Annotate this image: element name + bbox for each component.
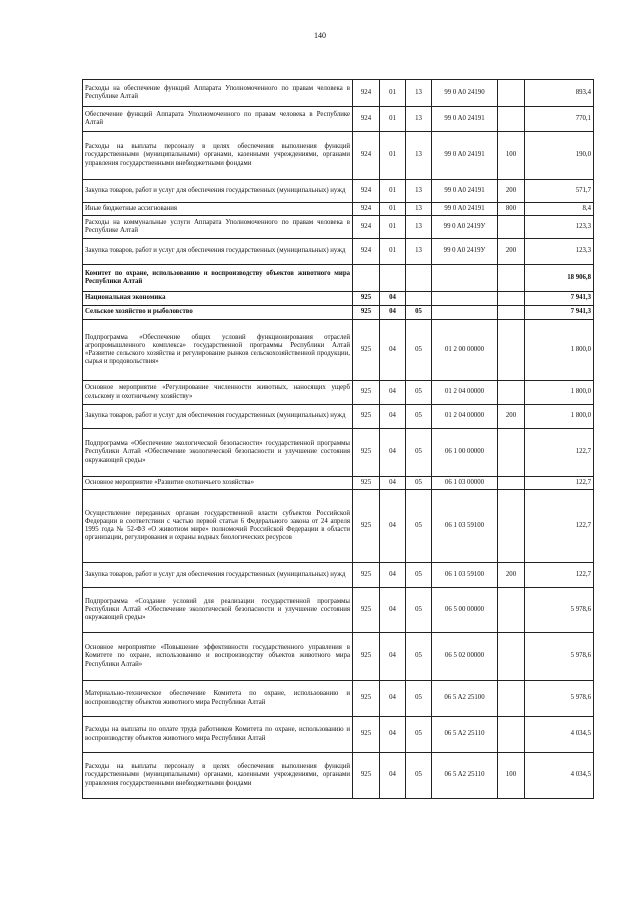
table-row xyxy=(83,107,594,132)
row-target-article: 99 0 A0 24191 xyxy=(432,203,498,216)
row-name: Расходы на коммунальные услуги Аппарата Уполномоченного по правам человека в Республике Алтай xyxy=(83,216,353,239)
row-ved-code: 925 xyxy=(353,717,380,753)
row-amount: 7 941,3 xyxy=(525,306,594,320)
row-subsection-code: 05 xyxy=(406,753,432,799)
row-subsection-code xyxy=(406,292,432,306)
row-section-code: 01 xyxy=(380,132,406,180)
row-ved-code: 925 xyxy=(353,681,380,717)
row-target-article: 01 2 04 00000 xyxy=(432,381,498,405)
row-subsection-code: 05 xyxy=(406,490,432,563)
row-ved-code xyxy=(353,265,380,292)
row-expense-type xyxy=(498,381,525,405)
row-name: Иные бюджетные ассигнования xyxy=(83,203,353,216)
table-row xyxy=(83,292,594,306)
row-expense-type xyxy=(498,717,525,753)
row-amount: 571,7 xyxy=(525,180,594,203)
row-amount: 18 906,8 xyxy=(525,265,594,292)
row-name: Национальная экономика xyxy=(83,292,353,306)
row-amount: 1 800,0 xyxy=(525,320,594,381)
row-name: Основное мероприятие «Регулирование численности животных, наносящих ущерб сельскому и охотничьему хозяйству» xyxy=(83,381,353,405)
row-name: Комитет по охране, использованию и воспроизводству объектов животного мира Республики Алтай xyxy=(83,265,353,292)
row-subsection-code: 13 xyxy=(406,239,432,265)
row-name: Основное мероприятие «Повышение эффективности государственного управления в Комитете по охране, использованию и воспроизводству объектов животного мира Республики Алтай» xyxy=(83,633,353,681)
row-amount: 4 034,5 xyxy=(525,717,594,753)
row-ved-code: 925 xyxy=(353,292,380,306)
row-expense-type xyxy=(498,306,525,320)
row-expense-type xyxy=(498,265,525,292)
row-amount: 5 978,6 xyxy=(525,588,594,633)
row-amount: 122,7 xyxy=(525,490,594,563)
row-expense-type: 100 xyxy=(498,753,525,799)
row-subsection-code: 05 xyxy=(406,588,432,633)
row-ved-code: 924 xyxy=(353,239,380,265)
row-expense-type xyxy=(498,633,525,681)
row-name: Закупка товаров, работ и услуг для обеспечения государственных (муниципальных) нужд xyxy=(83,180,353,203)
row-amount: 1 800,0 xyxy=(525,405,594,429)
table-row xyxy=(83,753,594,799)
row-ved-code: 925 xyxy=(353,490,380,563)
row-name: Материально-техническое обеспечение Комитета по охране, использованию и воспроизводству объектов животного мира Республики Алтай xyxy=(83,681,353,717)
row-ved-code: 925 xyxy=(353,477,380,490)
row-section-code: 01 xyxy=(380,239,406,265)
table-row xyxy=(83,717,594,753)
row-name: Обеспечение функций Аппарата Уполномоченного по правам человека в Республике Алтай xyxy=(83,107,353,132)
row-expense-type: 200 xyxy=(498,239,525,265)
row-amount: 5 978,6 xyxy=(525,633,594,681)
row-ved-code: 924 xyxy=(353,132,380,180)
table-row xyxy=(83,381,594,405)
row-amount: 8,4 xyxy=(525,203,594,216)
row-expense-type xyxy=(498,320,525,381)
row-target-article: 01 2 04 00000 xyxy=(432,405,498,429)
row-section-code: 04 xyxy=(380,306,406,320)
row-subsection-code: 05 xyxy=(406,633,432,681)
row-ved-code: 925 xyxy=(353,405,380,429)
row-amount: 1 800,0 xyxy=(525,381,594,405)
row-name: Закупка товаров, работ и услуг для обеспечения государственных (муниципальных) нужд xyxy=(83,563,353,588)
row-expense-type xyxy=(498,429,525,477)
row-expense-type xyxy=(498,80,525,107)
row-section-code: 04 xyxy=(380,381,406,405)
row-expense-type xyxy=(498,292,525,306)
row-ved-code: 924 xyxy=(353,216,380,239)
budget-table xyxy=(82,79,594,799)
table-row xyxy=(83,180,594,203)
row-target-article: 06 5 02 00000 xyxy=(432,633,498,681)
table-row xyxy=(83,306,594,320)
row-amount: 122,7 xyxy=(525,477,594,490)
row-section-code: 04 xyxy=(380,717,406,753)
row-ved-code: 924 xyxy=(353,203,380,216)
row-name: Расходы на выплаты персоналу в целях обеспечения выполнения функций государственными (муниципальными) органами, казенными учреждениями, органами управления государственными внебюджетными фондами xyxy=(83,753,353,799)
row-ved-code: 924 xyxy=(353,107,380,132)
table-row xyxy=(83,265,594,292)
row-subsection-code: 05 xyxy=(406,381,432,405)
row-target-article: 99 0 A0 2419У xyxy=(432,239,498,265)
row-amount: 123,3 xyxy=(525,216,594,239)
row-name: Подпрограмма «Обеспечение экологической безопасности» государственной программы Республики Алтай «Обеспечение экологической безопасности и улучшение состояния окружающей среды» xyxy=(83,429,353,477)
row-expense-type: 100 xyxy=(498,132,525,180)
row-expense-type: 200 xyxy=(498,180,525,203)
row-section-code: 04 xyxy=(380,429,406,477)
row-name: Расходы на обеспечение функций Аппарата Уполномоченного по правам человека в Республике Алтай xyxy=(83,80,353,107)
row-target-article: 06 1 03 59100 xyxy=(432,490,498,563)
row-target-article: 06 5 A2 25100 xyxy=(432,681,498,717)
table-row xyxy=(83,203,594,216)
row-subsection-code: 13 xyxy=(406,203,432,216)
table-row xyxy=(83,588,594,633)
table-row xyxy=(83,239,594,265)
row-expense-type xyxy=(498,477,525,490)
row-name: Расходы на выплаты по оплате труда работников Комитета по охране, использованию и воспроизводству объектов животного мира Республики Алтай xyxy=(83,717,353,753)
row-subsection-code xyxy=(406,265,432,292)
row-amount: 190,0 xyxy=(525,132,594,180)
row-name: Закупка товаров, работ и услуг для обеспечения государственных (муниципальных) нужд xyxy=(83,405,353,429)
row-subsection-code: 13 xyxy=(406,107,432,132)
row-section-code: 04 xyxy=(380,563,406,588)
row-section-code: 04 xyxy=(380,477,406,490)
row-section-code: 01 xyxy=(380,216,406,239)
row-expense-type xyxy=(498,216,525,239)
row-target-article: 99 0 A0 24190 xyxy=(432,80,498,107)
row-section-code: 04 xyxy=(380,588,406,633)
row-expense-type xyxy=(498,681,525,717)
row-section-code: 04 xyxy=(380,753,406,799)
row-section-code xyxy=(380,265,406,292)
row-target-article: 99 0 A0 24191 xyxy=(432,180,498,203)
row-section-code: 04 xyxy=(380,490,406,563)
row-ved-code: 925 xyxy=(353,633,380,681)
row-name: Основное мероприятие «Развитие охотничьего хозяйства» xyxy=(83,477,353,490)
row-target-article: 99 0 A0 24191 xyxy=(432,132,498,180)
row-subsection-code: 05 xyxy=(406,477,432,490)
row-name: Расходы на выплаты персоналу в целях обеспечения выполнения функций государственными (муниципальными) органами, казенными учреждениями, органами управления государственными внебюджетными фондами xyxy=(83,132,353,180)
row-amount: 5 978,6 xyxy=(525,681,594,717)
row-target-article: 99 0 A0 24191 xyxy=(432,107,498,132)
row-section-code: 01 xyxy=(380,203,406,216)
row-target-article: 06 1 03 00000 xyxy=(432,477,498,490)
row-expense-type xyxy=(498,588,525,633)
table-row xyxy=(83,132,594,180)
row-ved-code: 925 xyxy=(353,306,380,320)
table-row xyxy=(83,320,594,381)
table-row xyxy=(83,216,594,239)
table-row xyxy=(83,633,594,681)
row-section-code: 01 xyxy=(380,107,406,132)
row-ved-code: 925 xyxy=(353,320,380,381)
row-section-code: 04 xyxy=(380,292,406,306)
row-subsection-code: 13 xyxy=(406,216,432,239)
row-amount: 123,3 xyxy=(525,239,594,265)
row-expense-type xyxy=(498,490,525,563)
row-amount: 122,7 xyxy=(525,429,594,477)
row-amount: 893,4 xyxy=(525,80,594,107)
row-name: Закупка товаров, работ и услуг для обеспечения государственных (муниципальных) нужд xyxy=(83,239,353,265)
row-section-code: 01 xyxy=(380,80,406,107)
row-subsection-code: 05 xyxy=(406,306,432,320)
row-section-code: 01 xyxy=(380,180,406,203)
row-ved-code: 925 xyxy=(353,753,380,799)
table-row xyxy=(83,563,594,588)
row-subsection-code: 05 xyxy=(406,717,432,753)
row-target-article xyxy=(432,292,498,306)
table-row xyxy=(83,490,594,563)
row-expense-type xyxy=(498,107,525,132)
row-amount: 4 034,5 xyxy=(525,753,594,799)
row-section-code: 04 xyxy=(380,320,406,381)
row-amount: 770,1 xyxy=(525,107,594,132)
row-target-article: 99 0 A0 2419У xyxy=(432,216,498,239)
row-expense-type: 800 xyxy=(498,203,525,216)
row-expense-type: 200 xyxy=(498,563,525,588)
table-row xyxy=(83,429,594,477)
row-target-article: 01 2 00 00000 xyxy=(432,320,498,381)
row-subsection-code: 13 xyxy=(406,80,432,107)
row-subsection-code: 05 xyxy=(406,405,432,429)
row-subsection-code: 05 xyxy=(406,429,432,477)
row-target-article xyxy=(432,265,498,292)
row-ved-code: 925 xyxy=(353,563,380,588)
row-amount: 7 941,3 xyxy=(525,292,594,306)
table-row xyxy=(83,681,594,717)
row-section-code: 04 xyxy=(380,681,406,717)
row-target-article: 06 5 A2 25110 xyxy=(432,753,498,799)
row-amount: 122,7 xyxy=(525,563,594,588)
row-name: Осуществление переданных органам государственной власти субъектов Российской Федерации в соответствии с частью первой статьи 6 Федерального закона от 24 апреля 1995 года № 52-ФЗ «О животном мире» полномочий Российской Федерации в области организации, регулирования и охраны водных биологических ресурсов xyxy=(83,490,353,563)
table-row xyxy=(83,80,594,107)
row-subsection-code: 13 xyxy=(406,180,432,203)
row-name: Сельское хозяйство и рыболовство xyxy=(83,306,353,320)
row-target-article: 06 1 00 00000 xyxy=(432,429,498,477)
row-ved-code: 924 xyxy=(353,80,380,107)
row-ved-code: 924 xyxy=(353,180,380,203)
row-subsection-code: 05 xyxy=(406,563,432,588)
table-row xyxy=(83,477,594,490)
row-name: Подпрограмма «Обеспечение общих условий функционирования отраслей агропромышленного комплекса» государственной программы Республики Алтай «Развитие сельского хозяйства и регулирование рынков сельскохозяйственной продукции, сырья и продовольствия» xyxy=(83,320,353,381)
table-row xyxy=(83,405,594,429)
row-section-code: 04 xyxy=(380,405,406,429)
row-ved-code: 925 xyxy=(353,429,380,477)
page-number: 140 xyxy=(314,31,326,40)
row-target-article: 06 1 03 59100 xyxy=(432,563,498,588)
row-target-article: 06 5 A2 25110 xyxy=(432,717,498,753)
row-expense-type: 200 xyxy=(498,405,525,429)
row-name: Подпрограмма «Создание условий для реализации государственной программы Республики Алтай «Обеспечение экологической безопасности и улучшение состояния окружающей среды» xyxy=(83,588,353,633)
row-subsection-code: 05 xyxy=(406,681,432,717)
row-subsection-code: 13 xyxy=(406,132,432,180)
row-ved-code: 925 xyxy=(353,381,380,405)
row-subsection-code: 05 xyxy=(406,320,432,381)
row-target-article: 06 5 00 00000 xyxy=(432,588,498,633)
row-target-article xyxy=(432,306,498,320)
row-ved-code: 925 xyxy=(353,588,380,633)
row-section-code: 04 xyxy=(380,633,406,681)
